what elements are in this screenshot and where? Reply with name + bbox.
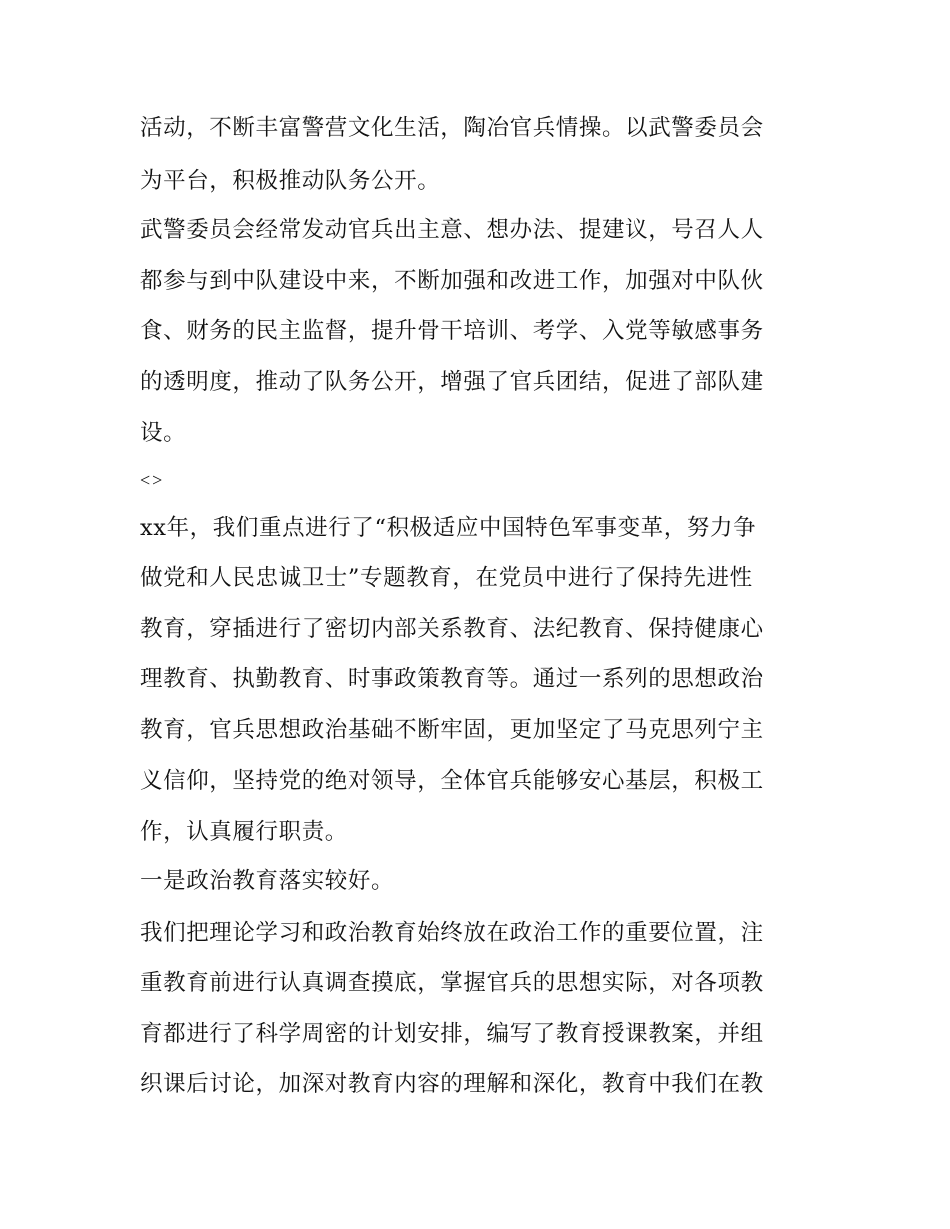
text-line: 食、财务的民主监督，提升骨干培训、考学、入党等敏感事务	[140, 318, 764, 344]
text-line: 武警委员会经常发动官兵出主意、想办法、提建议，号召人人	[140, 217, 764, 243]
text-line: 都参与到中队建设中来，不断加强和改进工作，加强对中队伙	[140, 268, 764, 294]
text-line: 的透明度，推动了队务公开，增强了官兵团结，促进了部队建	[140, 369, 764, 395]
text-line: 教育，穿插进行了密切内部关系教育、法纪教育、保持健康心	[140, 616, 764, 642]
text-line: 义信仰，坚持党的绝对领导，全体官兵能够安心基层，积极工	[140, 768, 764, 794]
text-line: 活动，不断丰富警营文化生活，陶冶官兵情操。以武警委员会	[140, 115, 764, 141]
text-line: 设。	[140, 420, 187, 446]
text-line: 作，认真履行职责。	[140, 819, 348, 845]
text-line: 育都进行了科学周密的计划安排，编写了教育授课教案，并组	[140, 1021, 764, 1047]
subheading: 一是政治教育落实较好。	[140, 868, 395, 894]
text-line: xx年，我们重点进行了“积极适应中国特色军事变革，努力争	[140, 515, 757, 541]
text-line: 做党和人民忠诚卫士”专题教育，在党员中进行了保持先进性	[140, 565, 753, 591]
text-line: 我们把理论学习和政治教育始终放在政治工作的重要位置，注	[140, 920, 764, 946]
section-separator: <>	[140, 470, 165, 490]
text-line: 理教育、执勤教育、时事政策教育等。通过一系列的思想政治	[140, 666, 764, 692]
text-line: 重教育前进行认真调查摸底，掌握官兵的思想实际，对各项教	[140, 970, 764, 996]
text-line: 为平台，积极推动队务公开。	[140, 168, 441, 194]
text-line: 织课后讨论，加深对教育内容的理解和深化，教育中我们在教	[140, 1071, 764, 1097]
text-line: 教育，官兵思想政治基础不断牢固，更加坚定了马克思列宁主	[140, 717, 764, 743]
